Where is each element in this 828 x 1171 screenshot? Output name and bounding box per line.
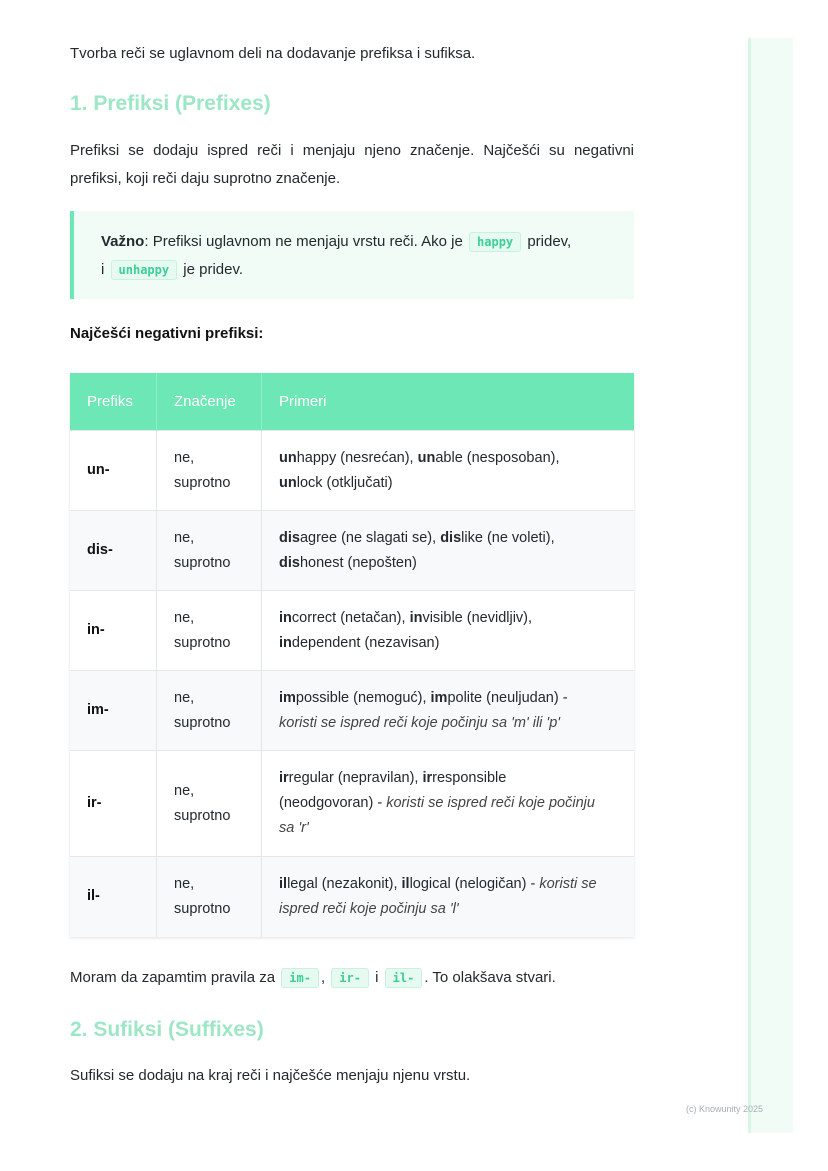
moram-text-2: . To olakšava stvari. <box>424 969 556 986</box>
meaning-line-2: suprotno <box>174 474 231 491</box>
meaning-line-1: ne, <box>174 609 195 626</box>
example-prefix-bold: dis <box>279 529 300 546</box>
code-im: im- <box>281 968 319 988</box>
cell-prefix: dis- <box>70 511 157 591</box>
table-body <box>70 431 634 937</box>
example-prefix-bold: dis <box>279 554 300 571</box>
sufiksi-paragraph: Sufiksi se dodaju na kraj reči i najčešće menjaju njenu vrstu. <box>70 1067 471 1084</box>
table-row <box>70 857 634 937</box>
example-text: visible (nevidljiv), <box>422 609 533 626</box>
moram-sep-2: i <box>375 969 379 986</box>
prefiksi-paragraph: Prefiksi se dodaju ispred reči i menjaju njeno značenje. Najčešći su negativni prefiksi, koji reči daju suprotno značenje. <box>70 142 634 187</box>
example-note: koristi se <box>539 875 597 892</box>
example-prefix-bold: im <box>430 689 448 706</box>
callout-text-4: je pridev. <box>183 261 244 278</box>
header-znacenje: Značenje <box>157 373 262 431</box>
example-text: able (nesposoban), <box>435 449 560 466</box>
example-text: honest (nepošten) <box>299 554 417 571</box>
example-note: koristi se ispred reči koje počinju sa 'm' ili 'p' <box>279 714 561 731</box>
prefix-table <box>70 373 634 937</box>
page-sidebar-strip <box>748 38 793 1133</box>
example-prefix-bold: im <box>279 689 296 706</box>
example-note: koristi se ispred reči koje počinju <box>386 795 595 811</box>
example-text: happy (nesrećan), <box>296 449 418 466</box>
cell-examples <box>262 431 635 511</box>
meaning-line-2: suprotno <box>174 807 231 824</box>
example-text: like (ne voleti), <box>461 529 555 546</box>
cell-examples <box>262 671 635 751</box>
example-prefix-bold: ir <box>422 770 433 786</box>
important-callout <box>70 211 634 299</box>
example-prefix-bold: il <box>279 875 288 892</box>
moram-paragraph <box>70 964 634 992</box>
moram-sep-1: , <box>320 969 326 986</box>
cell-examples <box>262 591 635 671</box>
example-prefix-bold: ir <box>279 770 289 786</box>
cell-prefix: im- <box>70 671 157 751</box>
example-prefix-bold: un <box>417 449 436 466</box>
table-row <box>70 591 634 671</box>
cell-meaning <box>157 591 262 671</box>
header-primeri: Primeri <box>262 373 635 431</box>
cell-meaning <box>157 857 262 937</box>
table-header-row <box>70 373 634 431</box>
example-text: responsible <box>432 770 507 786</box>
callout-text-1: : Prefiksi uglavnom ne menjaju vrstu reči. Ako je <box>144 233 463 250</box>
example-prefix-bold: un <box>279 449 297 466</box>
cell-examples <box>262 857 635 937</box>
example-text: dependent (nezavisan) <box>291 634 440 651</box>
table-row <box>70 431 634 511</box>
example-text: agree (ne slagati se), <box>299 529 441 546</box>
code-unhappy: unhappy <box>111 260 178 280</box>
example-text: legal (nezakonit), <box>287 875 402 892</box>
example-note: ispred reči koje počinju sa 'l' <box>279 900 459 917</box>
meaning-line-2: suprotno <box>174 714 231 731</box>
cell-prefix: il- <box>70 857 157 937</box>
meaning-line-1: ne, <box>174 875 195 892</box>
cell-meaning <box>157 511 262 591</box>
callout-bold-label: Važno <box>101 233 145 250</box>
table-row <box>70 671 634 751</box>
example-text: regular (nepravilan), <box>288 770 423 786</box>
callout-text-3: i <box>101 261 105 278</box>
example-text: lock (otključati) <box>296 474 393 491</box>
meaning-line-1: ne, <box>174 689 195 706</box>
cell-prefix: in- <box>70 591 157 671</box>
header-prefiks: Prefiks <box>70 373 157 431</box>
cell-meaning <box>157 431 262 511</box>
table-row <box>70 511 634 591</box>
moram-text-1: Moram da zapamtim pravila za <box>70 969 276 986</box>
cell-prefix: un- <box>70 431 157 511</box>
example-prefix-bold: dis <box>440 529 462 546</box>
footer-copyright: (c) Knowunity 2025 <box>686 1104 764 1114</box>
code-happy: happy <box>469 232 521 252</box>
code-ir: ir- <box>331 968 369 988</box>
cell-meaning <box>157 671 262 751</box>
meaning-line-1: ne, <box>174 449 195 466</box>
example-prefix-bold: un <box>279 474 297 491</box>
meaning-line-2: suprotno <box>174 554 231 571</box>
meaning-line-1: ne, <box>174 782 195 799</box>
negative-prefixes-subheading: Najčešći negativni prefiksi: <box>70 325 264 342</box>
callout-text-2: pridev, <box>527 233 572 250</box>
example-text: logical (nelogičan) - <box>409 875 540 892</box>
example-text: (neodgovoran) - <box>279 795 387 811</box>
example-prefix-bold: in <box>279 609 292 626</box>
meaning-line-1: ne, <box>174 529 195 546</box>
example-prefix-bold: in <box>409 609 423 626</box>
example-prefix-bold: il <box>401 875 410 892</box>
section-heading-sufiksi: 2. Sufiksi (Suffixes) <box>70 1018 264 1041</box>
example-text: polite (neuljudan) - <box>447 689 568 706</box>
cell-prefix: ir- <box>70 751 157 857</box>
cell-meaning <box>157 751 262 857</box>
cell-examples <box>262 751 635 857</box>
example-note: sa 'r' <box>279 820 309 836</box>
example-prefix-bold: in <box>279 634 292 651</box>
cell-examples <box>262 511 635 591</box>
intro-paragraph: Tvorba reči se uglavnom deli na dodavanje prefiksa i sufiksa. <box>70 45 476 62</box>
section-heading-prefiksi: 1. Prefiksi (Prefixes) <box>70 92 271 115</box>
meaning-line-2: suprotno <box>174 634 231 651</box>
table-row <box>70 751 634 857</box>
example-text: correct (netačan), <box>291 609 410 626</box>
example-text: possible (nemoguć), <box>295 689 431 706</box>
meaning-line-2: suprotno <box>174 900 231 917</box>
code-il: il- <box>385 968 423 988</box>
